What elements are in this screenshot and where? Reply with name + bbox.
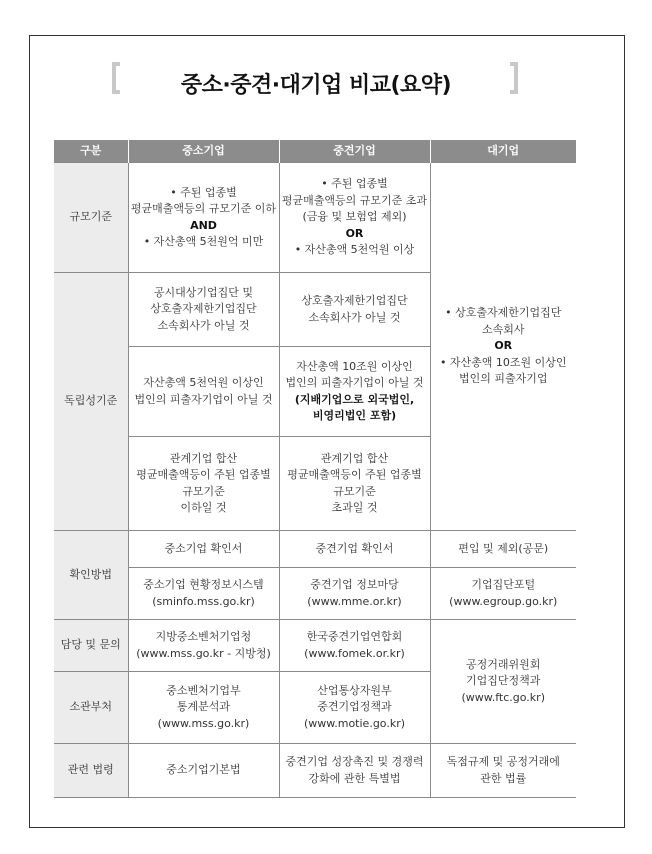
comparison-table <box>54 140 576 798</box>
cell-indep-sme-2: 자산총액 5천억원 이상인 법인의 피출자기업이 아닐 것 <box>128 347 279 437</box>
cell-confirm-large-1: 편입 및 제외(공문) <box>430 531 576 568</box>
row-label-confirm: 확인방법 <box>54 531 128 620</box>
table-row <box>54 163 576 273</box>
row-label-independence: 독립성기준 <box>54 273 128 531</box>
cell-size-mid <box>279 163 430 273</box>
cell-text: • 자산총액 5천원억 미만 <box>143 235 264 248</box>
cell-text: 자산총액 10조원 이상인 법인의 피출자기업이 아닐 것 <box>285 359 424 389</box>
cell-confirm-sme-1: 중소기업 확인서 <box>128 531 279 568</box>
cell-confirm-mid-2: 중견기업 정보마당 (www.mme.or.kr) <box>279 568 430 620</box>
and-label: AND <box>190 218 217 232</box>
row-label-size: 규모기준 <box>54 163 128 273</box>
table-row <box>54 568 576 620</box>
cell-ministry-mid: 산업통상자원부 중견기업정책과 (www.motie.go.kr) <box>279 672 430 744</box>
cell-confirm-large-2: 기업집단포털 (www.egroup.go.kr) <box>430 568 576 620</box>
cell-law-sme: 중소기업기본법 <box>128 744 279 798</box>
row-label-law: 관련 법령 <box>54 744 128 798</box>
page-title: 중소·중견·대기업 비교(요약) <box>180 73 452 98</box>
cell-text: • 자산총액 5천억원 이상 <box>294 243 415 257</box>
cell-law-large: 독점규제 및 공정거래에 관한 법률 <box>430 744 576 798</box>
cell-indep-mid-1: 상호출자제한기업집단 소속회사가 아닐 것 <box>279 273 430 347</box>
cell-confirm-sme-2: 중소기업 현황정보시스템 (sminfo.mss.go.kr) <box>128 568 279 620</box>
cell-confirm-mid-1: 중견기업 확인서 <box>279 531 430 568</box>
or-label: OR <box>345 226 364 240</box>
cell-text: • 주된 업종별 평균매출액등의 규모기준 초과 (금융 및 보험업 제외) <box>281 177 428 224</box>
row-label-ministry: 소관부처 <box>54 672 128 744</box>
cell-indep-sme-3: 관계기업 합산 평균매출액등이 주된 업종별 규모기준 이하일 것 <box>128 437 279 531</box>
table-row <box>54 531 576 568</box>
header-midsize: 중견기업 <box>279 140 430 163</box>
cell-text: • 주된 업종별 평균매출액등의 규모기준 이하 <box>130 185 277 215</box>
cell-large-criteria <box>430 163 576 531</box>
table-row <box>54 620 576 672</box>
title-block <box>0 62 652 112</box>
cell-indep-mid-2 <box>279 347 430 437</box>
cell-ministry-sme: 중소벤처기업부 통계분석과 (www.mss.go.kr) <box>128 672 279 744</box>
header-category: 구분 <box>54 140 128 163</box>
table-row <box>54 744 576 798</box>
table-header-row <box>54 140 576 163</box>
row-label-contact: 담당 및 문의 <box>54 620 128 672</box>
cell-text: • 상호출자제한기업집단 소속회사 <box>445 306 562 336</box>
header-sme: 중소기업 <box>128 140 279 163</box>
header-large: 대기업 <box>430 140 576 163</box>
cell-contact-large: 공정거래위원회 기업집단정책과 (www.ftc.go.kr) <box>430 620 576 744</box>
cell-contact-sme: 지방중소벤처기업청 (www.mss.go.kr - 지방청) <box>128 620 279 672</box>
or-label: OR <box>494 339 513 353</box>
cell-indep-sme-1: 공시대상기업집단 및 상호출자제한기업집단 소속회사가 아닐 것 <box>128 273 279 347</box>
cell-note: (지배기업으로 외국법인, 비영리법인 포함) <box>294 392 415 422</box>
cell-contact-mid: 한국중견기업연합회 (www.fomek.or.kr) <box>279 620 430 672</box>
cell-law-mid: 중견기업 성장촉진 및 경쟁력 강화에 관한 특별법 <box>279 744 430 798</box>
cell-size-sme <box>128 163 279 273</box>
cell-indep-mid-3: 관계기업 합산 평균매출액등이 주된 업종별 규모기준 초과일 것 <box>279 437 430 531</box>
cell-text: • 자산총액 10조원 이상인 법인의 피출자기업 <box>439 355 567 386</box>
right-bracket-icon <box>510 62 518 94</box>
